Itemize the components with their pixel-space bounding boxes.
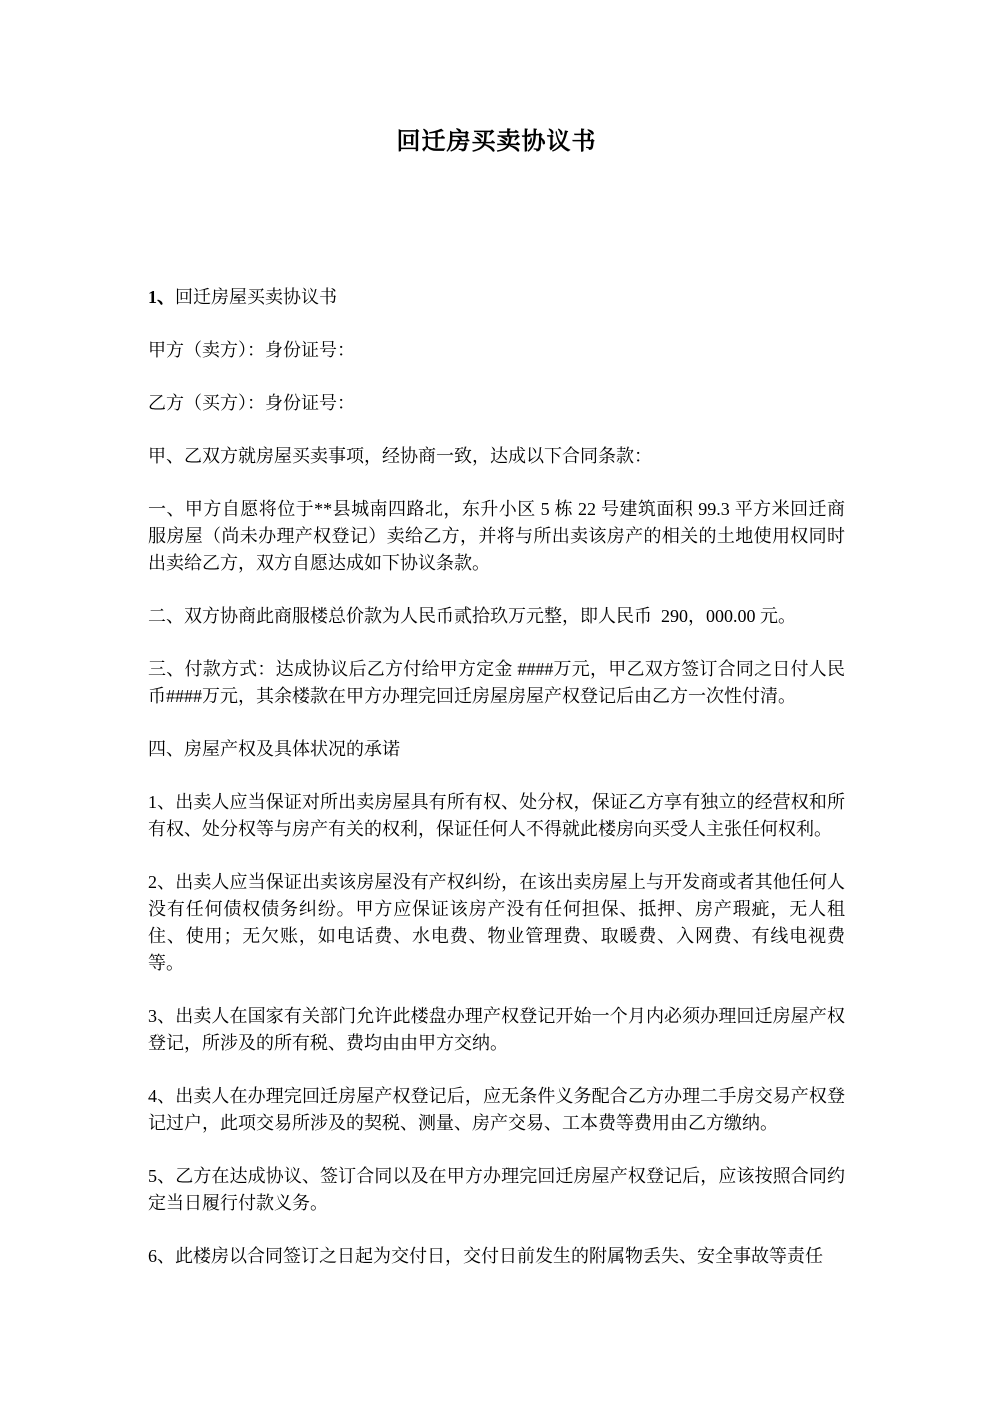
promise-item-5: 5、乙方在达成协议、签订合同以及在甲方办理完回迁房屋产权登记后，应该按照合同约定当日履行付款义务。 (148, 1166, 845, 1213)
clause-4-heading: 四、房屋产权及具体状况的承诺 (148, 739, 400, 759)
subtitle-heading (148, 284, 845, 311)
clause-3-payment: 三、付款方式：达成协议后乙方付给甲方定金 ####万元，甲乙双方签订合同之日付人民币####万元，其余楼款在甲方办理完回迁房屋房屋产权登记后由乙方一次性付清。 (148, 659, 845, 706)
promise-item-2: 2、出卖人应当保证出卖该房屋没有产权纠纷，在该出卖房屋上与开发商或者其他任何人没有任何债权债务纠纷。甲方应保证该房产没有任何担保、抵押、房产瑕疵，无人租住、使用；无欠账，如电话费、水电费、物业管理费、取暖费、入网费、有线电视费等。 (148, 872, 845, 973)
clause-1-property: 一、甲方自愿将位于**县城南四路北，东升小区 5 栋 22 号建筑面积 99.3 平方米回迁商服房屋（尚未办理产权登记）卖给乙方，并将与所出卖该房产的相关的土地使用权同时出卖给乙方，双方自愿达成如下协议条款。 (148, 499, 845, 573)
promise-item-6: 6、此楼房以合同签订之日起为交付日，交付日前发生的附属物丢失、安全事故等责任 (148, 1246, 823, 1266)
preamble-line: 甲、乙双方就房屋买卖事项，经协商一致，达成以下合同条款： (148, 446, 652, 466)
clause-2-price: 二、双方协商此商服楼总价款为人民币贰拾玖万元整，即人民币 290，000.00 元。 (148, 606, 796, 626)
party-a-line: 甲方（卖方）：身份证号： (148, 340, 355, 360)
doc-title: 回迁房买卖协议书 (396, 129, 597, 155)
subtitle-heading-number: 1、 (148, 287, 175, 307)
promise-item-1: 1、出卖人应当保证对所出卖房屋具有所有权、处分权，保证乙方享有独立的经营权和所有权、处分权等与房产有关的权利，保证任何人不得就此楼房向买受人主张任何权利。 (148, 792, 845, 839)
promise-item-3: 3、出卖人在国家有关部门允许此楼盘办理产权登记开始一个月内必须办理回迁房屋产权登记，所涉及的所有税、费均由由甲方交纳。 (148, 1006, 845, 1053)
party-b-line: 乙方（买方）：身份证号： (148, 393, 355, 413)
subtitle-heading-text: 回迁房屋买卖协议书 (175, 287, 337, 307)
promise-item-4: 4、出卖人在办理完回迁房屋产权登记后，应无条件义务配合乙方办理二手房交易产权登记过户，此项交易所涉及的契税、测量、房产交易、工本费等费用由乙方缴纳。 (148, 1086, 845, 1133)
